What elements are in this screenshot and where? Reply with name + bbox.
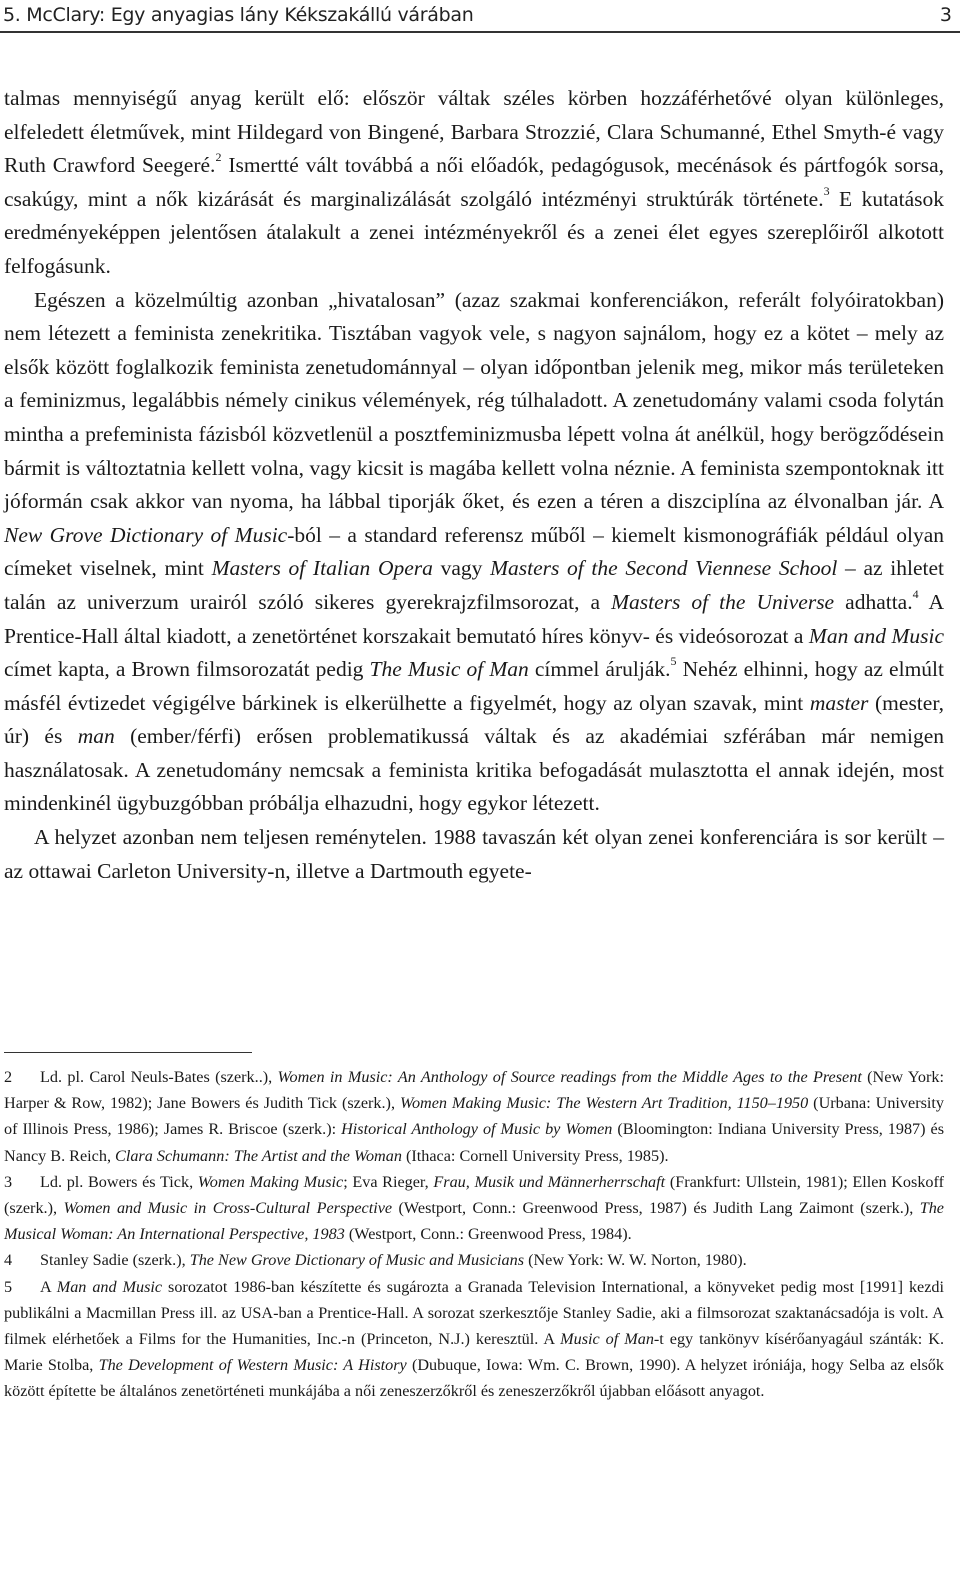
italic-title: New Grove Dictionary of Music: [4, 522, 288, 547]
text-run: vagy: [432, 556, 491, 581]
text-run: Ismertté vált továbbá a női előadók, pedagógusok, mecénások és pártfogók sorsa, csakúgy, mint a nők kizárását és marginalizálását szolgáló intézményi struktúrák története.: [4, 153, 944, 211]
footnote-4: [4, 1247, 944, 1273]
main-text: [4, 82, 944, 888]
italic-title: Historical Anthology of Music by Women: [341, 1120, 613, 1139]
italic-title: Masters of the Second Viennese School: [490, 556, 838, 581]
footnotes: [4, 1064, 944, 1405]
footnote-number: 4: [4, 1251, 13, 1270]
footnote-3: [4, 1169, 944, 1248]
footnote-ref-2[interactable]: 2: [215, 150, 222, 165]
page-number: 3: [939, 4, 952, 26]
text-run: Ld. pl. Carol Neuls-Bates (szerk..),: [40, 1068, 278, 1086]
paragraph-3: A helyzet azonban nem teljesen reménytelen. 1988 tavaszán két olyan zenei konferenciára is sor került – az ottawai Carleton University-n, illetve a Dartmouth egyete-: [4, 825, 944, 883]
footnote-ref-3[interactable]: 3: [823, 183, 830, 198]
italic-title: The Musical Woman: An International Perspective, 1983: [4, 1199, 944, 1244]
text-run: (Westport, Conn.: Greenwood Press, 1984).: [344, 1225, 632, 1244]
footnote-5: [4, 1274, 944, 1405]
footnote-2: [4, 1064, 944, 1169]
italic-term: man: [77, 724, 115, 749]
footnote-ref-5[interactable]: 5: [670, 653, 677, 668]
italic-title: Women in Music: An Anthology of Source readings from the Middle Ages to the Present: [277, 1068, 862, 1086]
text-run: Ld. pl. Bowers és Tick,: [40, 1172, 198, 1191]
text-run: (Ithaca: Cornell University Press, 1985).: [401, 1146, 669, 1165]
footnote-number: 2: [4, 1068, 13, 1086]
italic-title: Masters of Italian Opera: [211, 556, 433, 581]
italic-title: Frau, Musik und Männerherrschaft: [433, 1172, 666, 1191]
text-run: E kutatások eredményeképpen jelentősen átalakult a zenei intézményekről és a zenei élet egyes szereplőiről alkotott felfogásunk.: [4, 186, 944, 278]
italic-title: Man and Music: [808, 623, 944, 648]
italic-title: Women Making Music: The Western Art Tradition, 1150–1950: [399, 1094, 809, 1113]
text-run: Stanley Sadie (szerk.),: [40, 1251, 190, 1270]
running-title: 5. McClary: Egy anyagias lány Kékszakállú várában: [3, 4, 474, 26]
text-run: ; Eva Rieger,: [343, 1172, 434, 1191]
footnote-number: 3: [4, 1172, 13, 1191]
italic-title: The Music of Man: [369, 657, 529, 682]
header-rule: [0, 31, 960, 33]
text-run: -ból – a standard referensz műből – kiemelt kismonográfiák például olyan címeket viselnek, mint: [4, 522, 944, 581]
italic-title: Man and Music: [56, 1277, 163, 1296]
footnote-number: 5: [4, 1277, 13, 1296]
text-run: címet kapta, a Brown filmsorozatát pedig: [4, 657, 370, 682]
text-run: (Westport, Conn.: Greenwood Press, 1987) és Judith Lang Zaimont (szerk.),: [392, 1199, 920, 1218]
text-run: (Bloomington: Indiana University Press, 1987) és Nancy B. Reich,: [4, 1120, 945, 1165]
italic-term: master: [809, 690, 869, 715]
italic-title: Masters of the Universe: [611, 589, 835, 614]
italic-title: The New Grove Dictionary of Music and Musicians: [189, 1251, 525, 1270]
text-run: Nehéz elhinni, hogy az elmúlt másfél évtizedet végigélve bárkinek is elkerülhette a figyelmét, hogy az olyan szavak, mint: [4, 657, 944, 715]
italic-title: Clara Schumann: The Artist and the Woman: [115, 1146, 402, 1165]
text-run: (Frankfurt: Ullstein, 1981); Ellen Koskoff (szerk.),: [4, 1172, 944, 1218]
footnote-separator: [4, 1052, 252, 1053]
footnote-ref-4[interactable]: 4: [912, 586, 919, 601]
text-run: sorozatot 1986-ban készítette és sugározta a Granada Television International, a könyveket pedig most [1991] kezdi publikálni a Macmillan Press ill. az USA-ban a Prentice-Hall. A sorozat szerkesztője Stanley Sadie, aki a filmsorozat szaktanácsadója is volt. A filmek elérhetőek a Films for the Humanities, Inc.-n (Princeton, N.J.) keresztül. A: [4, 1277, 945, 1349]
italic-title: The Development of Western Music: A History: [98, 1356, 407, 1375]
italic-title: Women and Music in Cross-Cultural Perspective: [63, 1199, 393, 1218]
text-run: A Prentice-Hall által kiadott, a zenetörténet korszakait bemutató híres könyv- és videósorozat a: [4, 589, 944, 648]
running-header: [0, 0, 960, 34]
text-run: címmel árulják.: [528, 657, 671, 682]
text-run: – az ihletet talán az univerzum urairól szóló sikeres gyerekrajzfilmsorozat, a: [4, 556, 944, 614]
text-run: adhatta.: [834, 589, 913, 614]
text-run: Egészen a közelmúltig azonban „hivatalosan” (azaz szakmai konferenciákon, referált folyóiratokban) nem létezett a feminista zenekritika. Tisztában vagyok vele, s nagyon sajnálom, hogy ez a kötet – mely az elsők között foglalkozik feminista zenetudománnyal – olyan időpontban jelenik meg, mikor más területeken a feminizmus, legalábbis némely cinikus vélemények, rég túlhaladott. A zenetudomány valami csoda folytán mintha a prefeminista fázisból közvetlenül a posztfeminizmusba lépett volna át anélkül, hogy berögződésein bármit is változtatnia kellett volna, vagy kicsit is magába kellett volna néznie. A feminista szempontoknak itt jóformán csak akkor van nyoma, ha lábbal tiporják őket, és ezen a téren a diszciplína az élvonalban jár. A: [4, 287, 944, 514]
text-run: talmas mennyiségű anyag került elő: először váltak széles körben hozzáférhetővé olyan különleges, elfeledett életművek, mint Hildegard von Bingené, Barbara Strozzié, Clara Schumanné, Ethel Smyth-é vagy Ruth Crawford Seegeré.: [4, 86, 944, 178]
paragraph-2: [4, 284, 944, 822]
text-run: (Urbana: University of Illinois Press, 1986); James R. Briscoe (szerk.):: [4, 1094, 944, 1139]
text-run: (New York: Harper & Row, 1982); Jane Bowers és Judith Tick (szerk.),: [4, 1068, 945, 1113]
italic-title: Music of Man: [560, 1330, 654, 1349]
paragraph-1: [4, 82, 944, 284]
text-run: (New York: W. W. Norton, 1980).: [524, 1251, 747, 1270]
text-run: (ember/férfi) erősen problematikussá váltak és az akadémiai szférában már nemigen használatosak. A zenetudomány nemcsak a feminista kritika befogadását mulasztotta el annak idején, most mindenkinél ügybuzgóbban próbálja elhazudni, hogy egykor létezett.: [4, 724, 945, 816]
text-run: A: [40, 1277, 57, 1296]
text-run: (Dubuque, Iowa: Wm. C. Brown, 1990). A helyzet iróniája, hogy Selba az elsők között építette be általános zenetörténeti munkájába a női zeneszerzőkről és zeneszerzőkről újabban előásott anyagot.: [4, 1356, 944, 1401]
text-run: (mester, úr) és: [4, 690, 944, 749]
italic-title: Women Making Music: [197, 1172, 344, 1191]
text-run: -t egy tankönyv kísérőanyagául szánták: K. Marie Stolba,: [4, 1330, 945, 1375]
